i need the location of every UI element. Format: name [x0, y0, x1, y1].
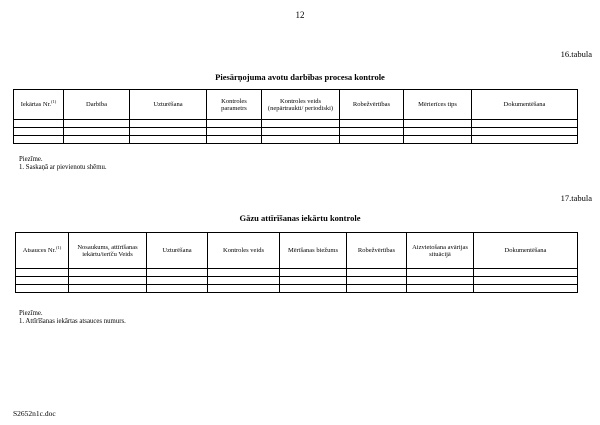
table-16-header-row [14, 90, 578, 120]
note-text: 1. Attīrīšanas iekārtas atsauces numurs. [19, 318, 126, 325]
table-17-header-cell: Aizvietošana avārijas situācijā [407, 233, 474, 269]
table-16-header-cell: Dokumentēšana [472, 90, 578, 120]
table-row [16, 269, 578, 277]
page-number: 12 [295, 10, 305, 20]
table-17-header-row [16, 233, 578, 269]
table-16-header-cell: Darbība [64, 90, 130, 120]
table-row [14, 120, 578, 128]
table-17-header-cell: Uzturēšana [147, 233, 208, 269]
table-row [16, 285, 578, 293]
table-16-title: Piesārņojuma avotu darbības procesa kontrole [215, 72, 385, 82]
footer-filename: S2652n1c.doc [13, 409, 56, 418]
table-16-note [19, 156, 107, 172]
table-16 [13, 89, 578, 144]
table-16-header-cell: Kontroles veids (nepārtraukti/ periodiski) [262, 90, 340, 120]
note-title: Piezīme. [19, 310, 43, 317]
table-row [14, 136, 578, 144]
table-row [14, 128, 578, 136]
table-17-header-cell: Dokumentēšana [474, 233, 578, 269]
table-17-header-cell: Kontroles veids [208, 233, 280, 269]
table-17-header-cell: Nosaukums, attīrīšanas iekārtu/ierīču Veids [69, 233, 147, 269]
table-17-header-cell: Atsauces Nr.$^{(1)}$ [16, 233, 69, 269]
table-16-header-cell: Uzturēšana [130, 90, 207, 120]
table-17 [15, 232, 578, 293]
table-16-header-cell: Kontroles parametrs [207, 90, 262, 120]
table-16-header-cell: Robežvērtības [340, 90, 404, 120]
table-17-note [19, 310, 126, 326]
table-16-label: 16.tabula [560, 49, 592, 59]
table-row [16, 277, 578, 285]
table-16-header-cell: Mērierīces tips [404, 90, 472, 120]
note-text: 1. Saskaņā ar pievienotu shēmu. [19, 164, 107, 171]
table-17-title: Gāzu attīrīšanas iekārtu kontrole [239, 213, 361, 223]
table-17-label: 17.tabula [560, 193, 592, 203]
table-16-header-cell: Iekārtas Nr.$^{(1)}$ [14, 90, 64, 120]
table-17-header-cell: Mērīšanas biežums [280, 233, 347, 269]
table-17-header-cell: Robežvērtības [347, 233, 407, 269]
note-title: Piezīme. [19, 156, 43, 163]
